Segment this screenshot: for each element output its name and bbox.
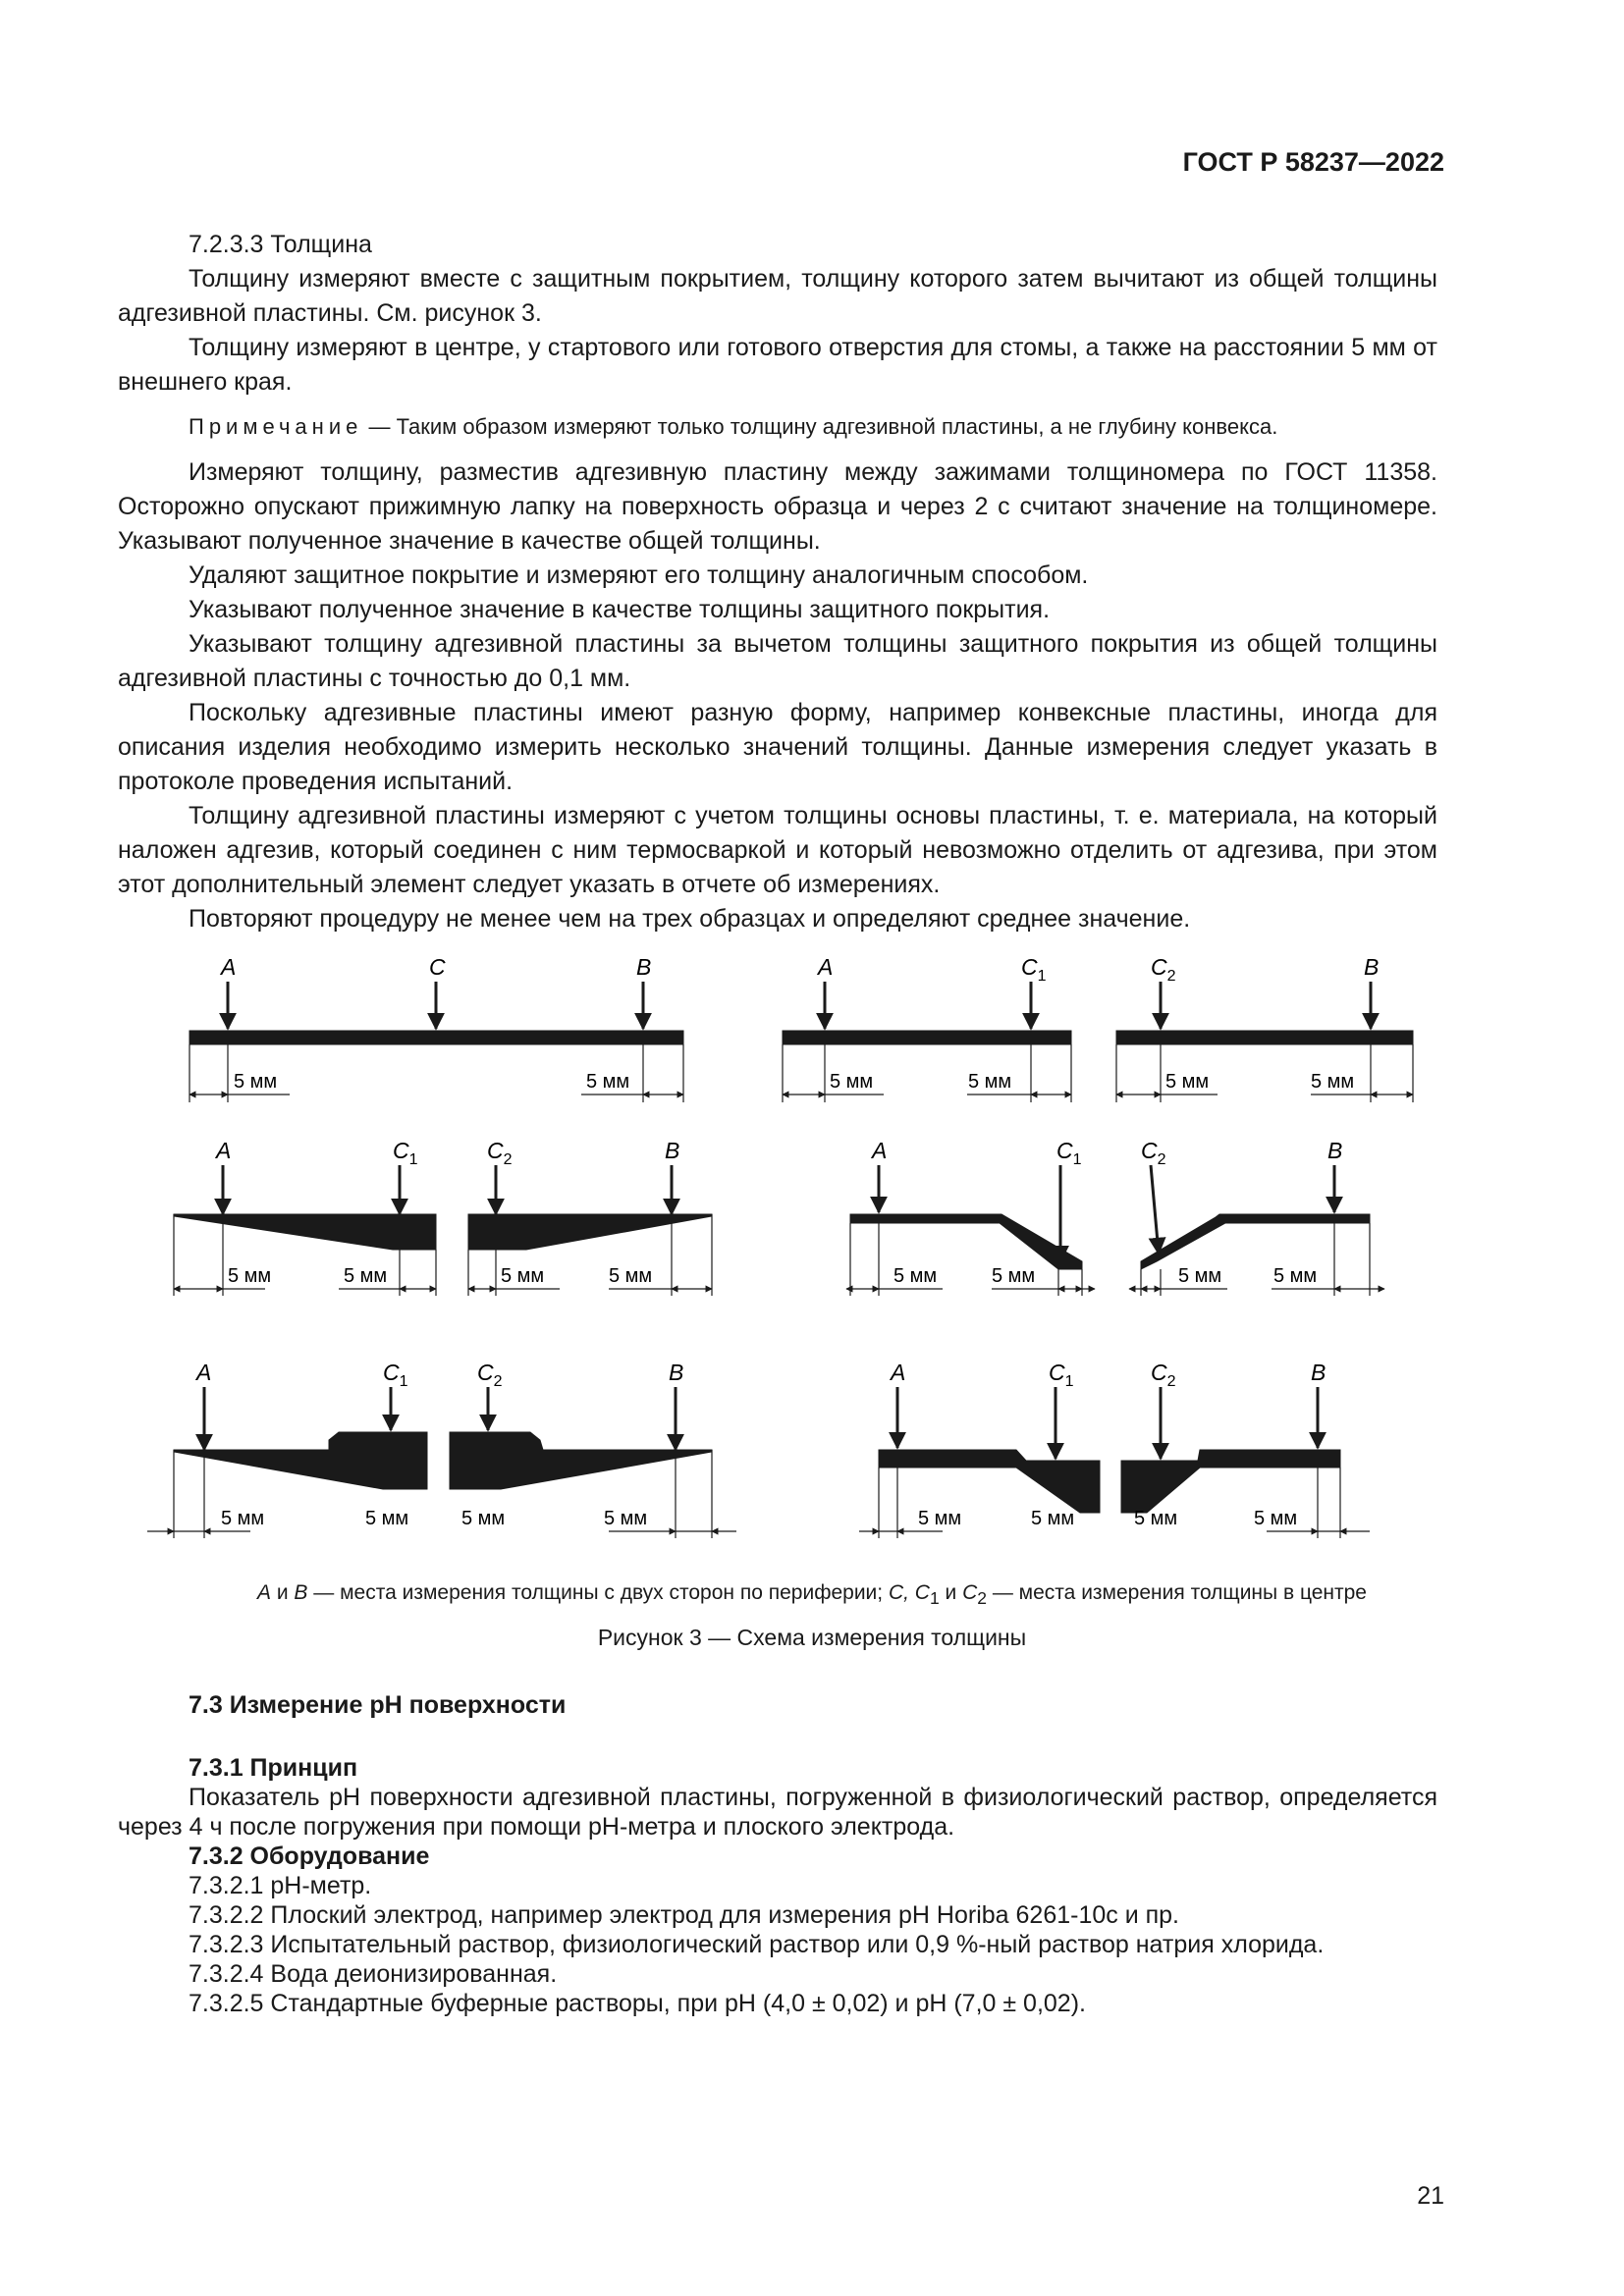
subsection-title: 7.3.1 Принцип (189, 1754, 358, 1782)
paragraph: Толщину измеряют в центре, у стартового или готового отверстия для стомы, а также на расстоянии 5 мм от внешнего края. (118, 334, 1437, 396)
thickness-section (118, 228, 1437, 936)
section-7-3 (118, 1690, 1437, 2018)
list-item: 7.3.2.1 pH-метр. (189, 1872, 372, 1899)
dim-label: 5 мм (918, 1508, 962, 1529)
plate-shape (850, 1214, 1082, 1269)
dim-label: 5 мм (1165, 1071, 1210, 1093)
dim-label: 5 мм (609, 1265, 653, 1287)
dim-label: 5 мм (586, 1071, 630, 1093)
list-item: 7.3.2.4 Вода деионизированная. (189, 1960, 558, 1988)
paragraph: Поскольку адгезивные пластины имеют разную форму, например конвексные пластины, иногда для описания изделия необходимо измерить несколько значений толщины. Данные измерения следует указать в протоколе проведения испытаний. (118, 699, 1437, 795)
dim-label: 5 мм (501, 1265, 545, 1287)
paragraph: Указывают толщину адгезивной пластины за вычетом толщины защитного покрытия из общей толщины адгезивной пластины с точностью до 0,1 мм. (118, 630, 1437, 692)
dim-label: 5 мм (1031, 1508, 1075, 1529)
note-label: Примечание (189, 414, 363, 439)
plate-shape (1121, 1450, 1340, 1513)
plate-shape (1141, 1214, 1370, 1269)
label-c1: $C_1$ (1049, 1360, 1074, 1390)
plate-shape (174, 1214, 436, 1250)
label-a: A (221, 954, 237, 980)
plate-shape (174, 1432, 427, 1489)
dim-label: 5 мм (893, 1265, 938, 1287)
plate-shape (189, 1031, 683, 1044)
label-c2: $C_2$ (1141, 1138, 1166, 1168)
dim-label: 5 мм (1273, 1265, 1318, 1287)
label-c2: $C_2$ (477, 1360, 503, 1390)
dim-label: 5 мм (221, 1508, 265, 1529)
page-number: 21 (1417, 2182, 1444, 2210)
dim-label: 5 мм (228, 1265, 272, 1287)
figure-3-diagram (0, 937, 1624, 1575)
label-a: A (891, 1360, 906, 1385)
note-text: — Таким образом измеряют только толщину адгезивной пластины, а не глубину конвекса. (362, 414, 1278, 439)
figure-legend: A и B — места измерения толщины с двух сторон по периферии; C, $C_1$ и $C_2$ — места измерения толщины в центре (257, 1581, 1367, 1609)
plate-shape (468, 1214, 712, 1250)
paragraph: Удаляют защитное покрытие и измеряют его толщину аналогичным способом. (189, 561, 1089, 589)
list-item: 7.3.2.3 Испытательный раствор, физиологический раствор или 0,9 %-ный раствор натрия хлорида. (189, 1931, 1325, 1958)
plate-shape (1116, 1031, 1413, 1044)
plate-shape (783, 1031, 1071, 1044)
label-b: B (669, 1360, 684, 1385)
subsection-heading: 7.2.3.3 Толщина (189, 231, 372, 258)
paragraph: Толщину измеряют вместе с защитным покрытием, толщину которого затем вычитают из общей толщины адгезивной пластины. См. рисунок 3. (118, 265, 1437, 327)
label-b: B (1364, 954, 1380, 980)
note (118, 409, 1437, 444)
label-c2: $C_2$ (487, 1138, 513, 1168)
dim-label: 5 мм (1311, 1071, 1355, 1093)
dim-label: 5 мм (830, 1071, 874, 1093)
plate-shape (879, 1450, 1100, 1513)
label-a: A (216, 1138, 232, 1163)
list-item: 7.3.2.2 Плоский электрод, например электрод для измерения pH Horiba 6261-10c и пр. (189, 1901, 1179, 1929)
dim-label: 5 мм (1254, 1508, 1298, 1529)
paragraph: Указывают полученное значение в качестве толщины защитного покрытия. (189, 596, 1051, 623)
paragraph: Повторяют процедуру не менее чем на трех образцах и определяют среднее значение. (189, 905, 1191, 933)
dim-label: 5 мм (344, 1265, 388, 1287)
label-c1: $C_1$ (393, 1138, 418, 1168)
label-c1: $C_1$ (1021, 954, 1047, 985)
label-c1: $C_1$ (383, 1360, 408, 1390)
label-b: B (665, 1138, 680, 1163)
list-item: 7.3.2.5 Стандартные буферные растворы, при pH (4,0 ± 0,02) и pH (7,0 ± 0,02). (189, 1990, 1086, 2017)
dim-label: 5 мм (365, 1508, 409, 1529)
dim-label: 5 мм (461, 1508, 506, 1529)
dim-label: 5 мм (234, 1071, 278, 1093)
subsection-title: 7.3.2 Оборудование (189, 1842, 430, 1870)
label-b: B (1311, 1360, 1326, 1385)
label-b: B (1327, 1138, 1343, 1163)
paragraph: Толщину адгезивной пластины измеряют с учетом толщины основы пластины, т. е. материала, на который наложен адгезив, который соединен с ним термосваркой и который невозможно отделить от адгезива, при этом этот дополнительный элемент следует указать в отчете об измерениях. (118, 802, 1437, 898)
dim-label: 5 мм (992, 1265, 1036, 1287)
section-title: 7.3 Измерение pH поверхности (189, 1691, 567, 1719)
label-a: A (818, 954, 834, 980)
label-b: B (636, 954, 652, 980)
page-header-standard: ГОСТ Р 58237—2022 (1182, 147, 1444, 177)
dim-label: 5 мм (1178, 1265, 1222, 1287)
paragraph: Показатель pH поверхности адгезивной пластины, погруженной в физиологический раствор, определяется через 4 ч после погружения при помощи pH-метра и плоского электрода. (118, 1784, 1437, 1841)
label-a: A (872, 1138, 888, 1163)
dim-label: 5 мм (1134, 1508, 1178, 1529)
figure-caption: Рисунок 3 — Схема измерения толщины (597, 1625, 1027, 1650)
label-c2: $C_2$ (1151, 1360, 1176, 1390)
plate-shape (450, 1432, 712, 1489)
label-a: A (196, 1360, 212, 1385)
paragraph: Измеряют толщину, разместив адгезивную пластину между зажимами толщиномера по ГОСТ 11358. Осторожно опускают прижимную лапку на поверхность образца и через 2 с считают значение на толщиномере. Указывают полученное значение в качестве общей толщины. (118, 458, 1437, 555)
dim-label: 5 мм (604, 1508, 648, 1529)
label-c2: $C_2$ (1151, 954, 1176, 985)
dim-label: 5 мм (968, 1071, 1012, 1093)
label-c: C (429, 954, 446, 980)
label-c1: $C_1$ (1056, 1138, 1082, 1168)
